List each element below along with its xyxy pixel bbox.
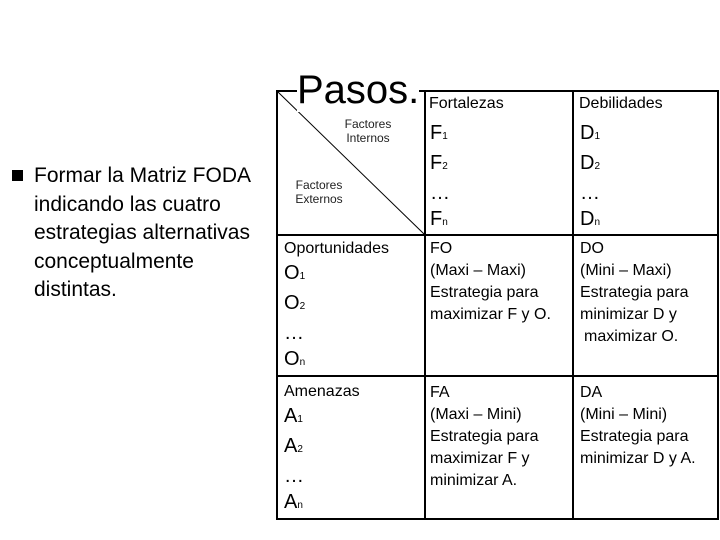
- threat-item: An: [284, 491, 303, 513]
- opportunities-label: Oportunidades: [284, 240, 389, 257]
- strategy-da: [580, 382, 696, 470]
- strategy-do: [580, 238, 689, 348]
- external-factors-label: Factores Externos: [295, 178, 343, 206]
- weakness-item: Dn: [580, 208, 601, 230]
- bullet-text: Formar la Matriz FODA indicando las cuatro estrategias alternativas conceptualmente distintas.: [34, 164, 250, 301]
- strategy-description: minimizar A.: [430, 472, 518, 489]
- opportunities-list: [284, 260, 389, 376]
- strategy-description: maximizar F y O.: [430, 306, 551, 323]
- foda-matrix: [276, 90, 719, 520]
- strategy-description: Estrategia para: [580, 284, 689, 301]
- strategy-code: DA: [580, 384, 603, 401]
- threat-item: A1: [284, 405, 303, 427]
- column-header-strengths: Fortalezas: [429, 95, 504, 112]
- strategy-description: maximizar F y: [430, 450, 530, 467]
- opportunity-item: On: [284, 348, 306, 370]
- column-header-weaknesses: Debilidades: [579, 95, 663, 112]
- strategy-fo: [430, 238, 551, 326]
- strategy-fa: [430, 382, 539, 492]
- strategy-mode: (Mini – Mini): [580, 406, 668, 423]
- strategy-description: Estrategia para: [580, 428, 689, 445]
- page-title: Pasos.: [297, 68, 420, 112]
- strategy-description: Estrategia para: [430, 284, 539, 301]
- internal-factors-label: Factores Internos: [344, 117, 392, 145]
- opportunity-item: O1: [284, 262, 306, 284]
- strategy-code: FO: [430, 240, 453, 257]
- strength-item: F1: [430, 122, 448, 144]
- strategy-mode: (Mini – Maxi): [580, 262, 672, 279]
- strategy-description: minimizar D y: [580, 306, 677, 323]
- opportunity-item: O2: [284, 292, 306, 314]
- strategy-mode: (Maxi – Mini): [430, 406, 522, 423]
- opportunity-item: …: [284, 322, 304, 344]
- strategy-code: FA: [430, 384, 450, 401]
- strategy-description: minimizar D y A.: [580, 450, 696, 467]
- strengths-list: [430, 120, 450, 236]
- threats-list: [284, 403, 360, 519]
- column-divider: [424, 92, 426, 518]
- strength-item: …: [430, 182, 450, 204]
- row-header-opportunities: [284, 240, 389, 376]
- weaknesses-list: [580, 120, 600, 236]
- threat-item: A2: [284, 435, 303, 457]
- strategy-mode: (Maxi – Maxi): [430, 262, 527, 279]
- row-header-threats: [284, 383, 360, 519]
- row-divider: [278, 234, 717, 236]
- strategy-code: DO: [580, 240, 604, 257]
- strategy-description: maximizar O.: [584, 328, 679, 345]
- bullet-square-icon: [12, 170, 23, 181]
- strategy-description: Estrategia para: [430, 428, 539, 445]
- strength-item: Fn: [430, 208, 448, 230]
- weakness-item: D1: [580, 122, 601, 144]
- threats-label: Amenazas: [284, 383, 360, 400]
- strength-item: F2: [430, 152, 448, 174]
- corner-diagonal: [278, 92, 424, 234]
- column-divider: [572, 92, 574, 518]
- weakness-item: …: [580, 182, 600, 204]
- weakness-item: D2: [580, 152, 601, 174]
- threat-item: …: [284, 465, 304, 487]
